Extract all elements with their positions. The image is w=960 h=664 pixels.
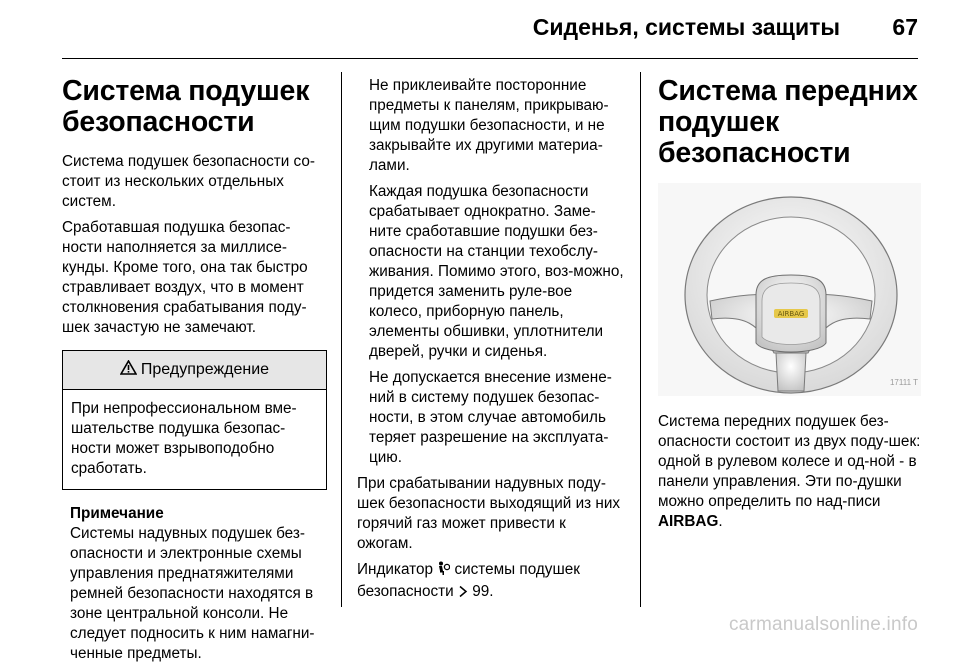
- paragraph-indicator: [357, 560, 625, 604]
- airbag-indicator-icon: [437, 561, 450, 582]
- section-heading-front-airbags: [658, 76, 921, 169]
- paragraph: Не допускается внесение измене-ний в систему подушек безопас-ности, в этом случае автомобиль теряет разрешение на эксплуата-цию.: [369, 369, 612, 466]
- warning-box: [62, 350, 327, 490]
- paragraph-end: .: [718, 513, 723, 530]
- note-text: Системы надувных подушек без-опасности и электронные схемы управления преднатяжителями ремней безопасности находятся в зоне центральной консоли. Не следует подносить к ним намагни-ченные предметы.: [70, 525, 315, 662]
- steering-wheel-illustration: [658, 183, 921, 396]
- paragraph: Система подушек безопасности со-стоит из нескольких отдельных систем.: [62, 153, 315, 210]
- paragraph-text: Система передних подушек без-опасности состоит из двух поду-шек: одной в рулевом колесе и од-ной - в панели управления. Эти по-душки можно определить по над-писи: [658, 413, 921, 510]
- paragraph: При срабатывании надувных поду-шек безопасности выходящий из них горячий газ может привести к ожогам.: [357, 475, 621, 552]
- section-heading-airbag-system: [62, 76, 327, 138]
- heading-line-1: Система передних: [658, 75, 918, 107]
- column-divider-1: [341, 72, 342, 607]
- column-1: [62, 76, 327, 664]
- note-block: [62, 504, 327, 664]
- column-2: [357, 76, 625, 610]
- heading-line-2: безопасности: [62, 106, 255, 138]
- page-reference-arrow-icon: [458, 584, 468, 604]
- note-title: Примечание: [70, 505, 164, 522]
- heading-line-1: Система подушек: [62, 75, 310, 107]
- steering-wheel-figure: [658, 183, 921, 396]
- paragraph: Не приклеивайте посторонние предметы к панелям, прикрываю-щим подушки безопасности, и не закрывайте их другими материа-лами.: [369, 77, 609, 174]
- warning-text: При непрофессиональном вме-шательстве подушка безопас-ности может взрывоподобно сработать.: [71, 400, 297, 477]
- indicator-text-after: системы подушек безопасности: [357, 561, 580, 600]
- paragraph: Каждая подушка безопасности срабатывает однократно. Заме-ните сработавшие подушки без-опасности на станции техобслу-живания. Помимо этого, воз-можно, придется заменить руле-вое колесо, приборную панель, элементы обшивки, уплотнители дверей, ручки и сиденья.: [369, 183, 624, 360]
- heading-line-2: подушек безопасности: [658, 106, 851, 169]
- warning-title: Предупреждение: [140, 361, 270, 378]
- airbag-label: AIRBAG: [658, 513, 719, 530]
- running-header-title: Сиденья, системы защиты: [532, 14, 840, 40]
- column-divider-2: [640, 72, 641, 607]
- airbag-hub-label: AIRBAG: [777, 310, 805, 319]
- figure-code: 17111 T: [889, 378, 918, 387]
- warning-header: [63, 351, 326, 390]
- watermark: carmanualsonline.info: [728, 614, 918, 635]
- warning-triangle-icon: [120, 360, 137, 381]
- paragraph-front-airbags: [658, 412, 921, 532]
- column-3: [658, 76, 921, 538]
- indicator-text-before: Индикатор: [357, 561, 433, 578]
- page-reference[interactable]: 99.: [472, 583, 494, 600]
- paragraph: Сработавшая подушка безопас-ности наполняется за миллисе-кунды. Кроме того, она так быстро стравливает воздух, что в момент столкновения срабатывания поду-шек зачастую не замечают.: [62, 219, 308, 336]
- page-number: 67: [892, 14, 918, 40]
- header-rule: [62, 58, 918, 59]
